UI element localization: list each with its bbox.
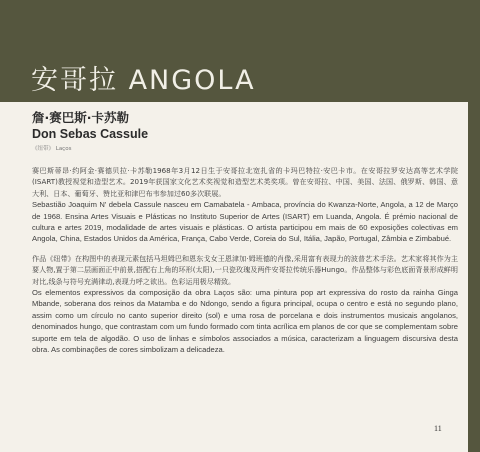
artwork-title: 《纽带》 Laços xyxy=(32,146,72,152)
article-body xyxy=(32,110,458,356)
page-title: 安哥拉 ANGOLA xyxy=(31,65,256,96)
description-chinese: 作品《纽带》在构图中的表现元素包括马坦姆巴和恩东戈女王恩津加·姆班德的肖像,采用富有表现力的波普艺术手法。艺术家将其作为主要人物,置于第二层画面正中前景,搭配右上角的环形(太阳),一只瓷玫瑰及两件安哥拉传统乐器Hungo。作品整体与彩色底面背景形成鲜明对比,线条与符号充满律动,表现力呼之欲出。色彩运用极尽精致。 xyxy=(32,253,458,286)
artist-name-chinese: 詹·赛巴斯·卡苏勒 xyxy=(32,110,129,125)
description-portuguese: Os elementos expressivos da composição da obra Laços são: uma pintura pop art expressiva do rosto da rainha Ginga Mbande, soberana dos reinos da Matamba e do Ndongo, sendo a figura principal, ocupa o centro e está no segundo plano, assim como um círculo no canto superior direito (sol) e uma rosa de porcelana e dois instrumentos musicais angolanos, denominados hungo, que contrastam com um fundo formado com tinta acrílica em planos de cor que se complementam sobre suporte em tela de algodão. O uso de linhas e símbolos associados a música, caracterizam a linguagem discursiva desta obra. As combinações de cores simbolizam a delicadeza. xyxy=(32,288,458,355)
header-band xyxy=(0,0,480,102)
artist-name-portuguese: Don Sebas Cassule xyxy=(32,127,149,141)
paragraph-gap xyxy=(32,245,458,253)
bio-chinese: 赛巴斯蒂昂·约阿金·赛德贝拉·卡苏勒1968年3月12日生于安哥拉北宽扎省的卡玛巴特拉·安巴卡市。在安哥拉罗安达高等艺术学院(ISART)教授视觉和造型艺术。2019年获国家文化艺术奖视觉和造型艺术类奖项。曾在安哥拉、中国、美国、法国、俄罗斯、韩国、意大利、日本、葡萄牙、赞比亚和津巴布韦参加过60多次联展。 xyxy=(32,166,458,198)
right-edge-bar xyxy=(468,102,480,452)
bio-portuguese: Sebastião Joaquim N' debela Cassule nasceu em Camabatela - Ambaca, província do Kwanza-Norte, Angola, a 12 de Março de 1968. Ensina Artes Visuais e Plásticas no Instituto Superior de Artes (ISART) em Luanda, Angola. É prémio nacional de cultura e artes 2019, modalidade de artes visuais e plásticas. O artista participou em mais de 60 exposições colectivas em Angola, China, Estados Unidos da América, França, Cabo Verde, Coreia do Sul, Itália, Japão, Portugal, Zâmbia e Zimbabué. xyxy=(32,200,458,244)
page-number: 11 xyxy=(434,424,442,433)
